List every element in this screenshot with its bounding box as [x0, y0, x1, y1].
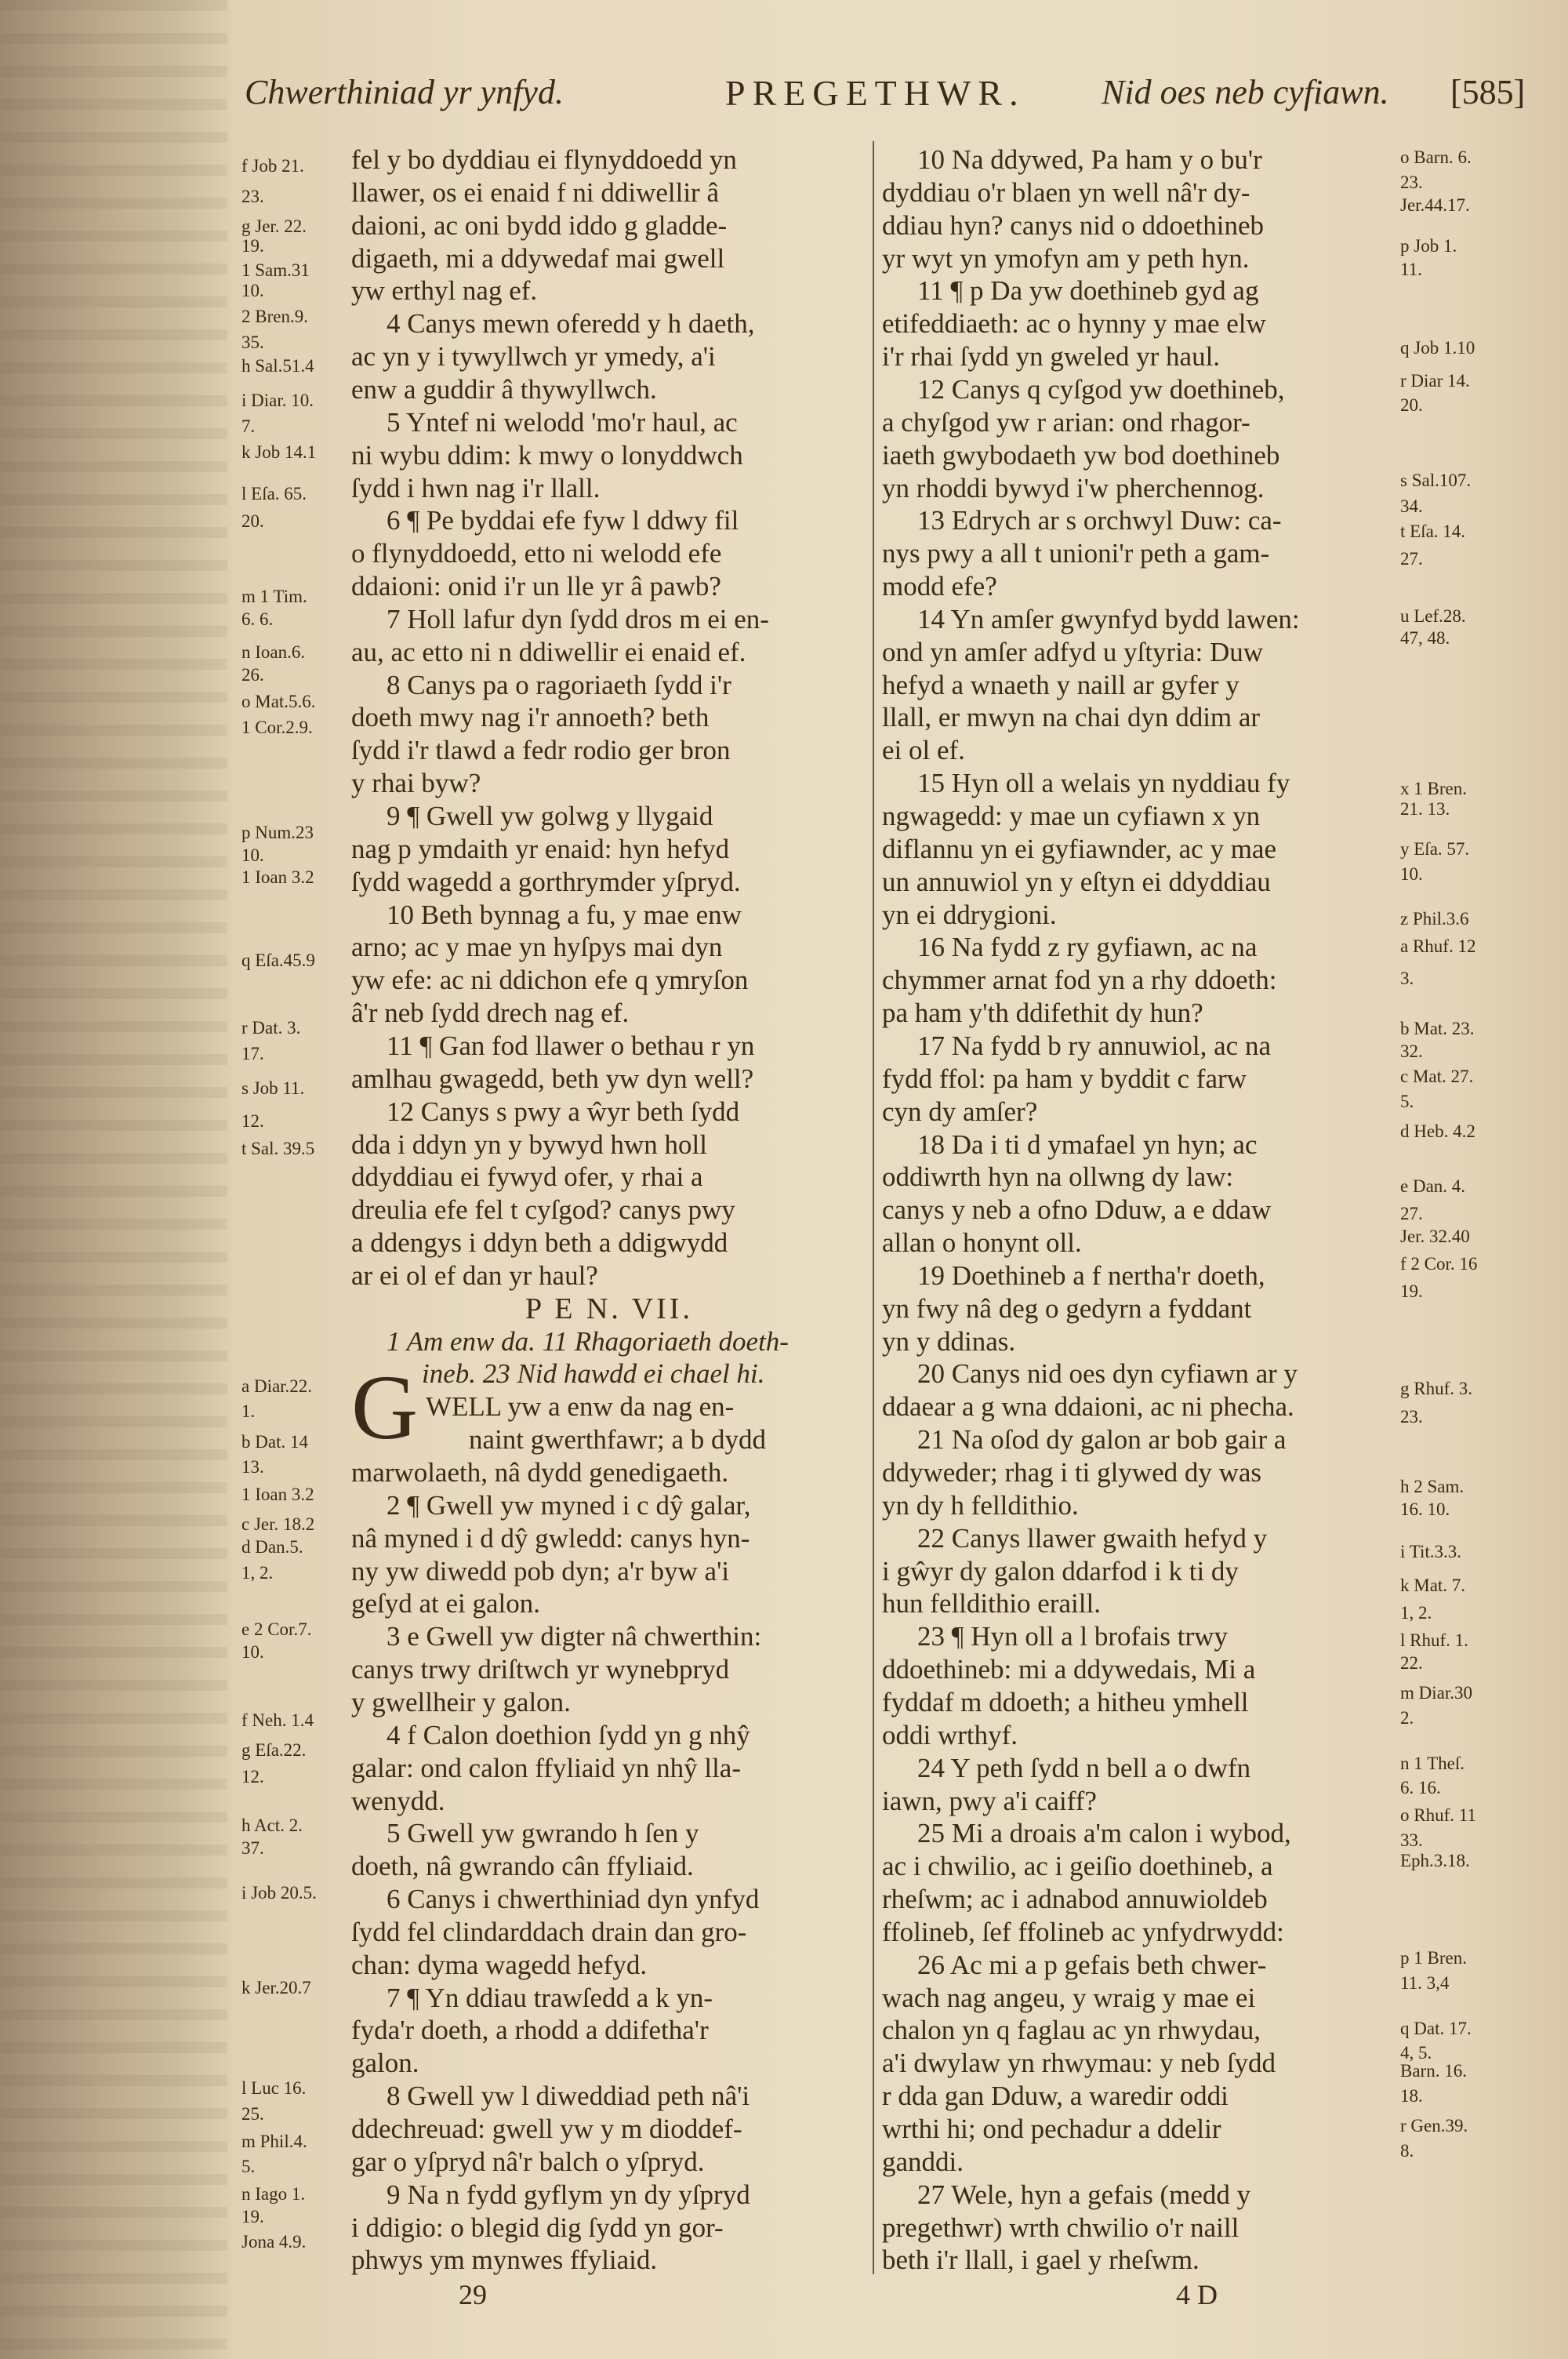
margin-reference: e Dan. 4.: [1400, 1176, 1466, 1196]
text-line: oddiwrth hyn na ollwng dy law:: [882, 1161, 1234, 1193]
text-line: 11 ¶ Gan fod llawer o bethau r yn: [387, 1030, 755, 1061]
margin-reference: k Job 14.1: [241, 442, 317, 462]
text-line: diflannu yn ei gyfiawnder, ac y mae: [882, 833, 1276, 864]
margin-reference: 33.: [1400, 1830, 1423, 1850]
text-line: yw erthyl nag ef.: [351, 275, 538, 307]
text-line: 6 ¶ Pe byddai efe fyw l ddwy fil: [387, 505, 739, 536]
margin-reference: 19.: [241, 236, 264, 256]
book-title: PREGETHWR.: [725, 73, 1025, 113]
margin-reference: 35.: [241, 333, 264, 352]
margin-reference: c Mat. 27.: [1400, 1067, 1474, 1086]
margin-reference: 1, 2.: [241, 1563, 274, 1583]
text-line: 9 Na n fydd gyflym yn dy yſpryd: [387, 2179, 750, 2210]
margin-reference: 27.: [1400, 1204, 1423, 1223]
margin-reference: 18.: [1400, 2086, 1423, 2106]
margin-reference: b Dat. 14: [241, 1432, 308, 1452]
margin-reference: 1 Ioan 3.2: [241, 1485, 314, 1504]
text-line: oddi wrthyf.: [882, 1719, 1018, 1750]
text-line: phwys ym mynwes ffyliaid.: [351, 2245, 658, 2276]
margin-reference: g Jer. 22.: [241, 216, 307, 236]
page-number: [585]: [1450, 73, 1526, 111]
margin-reference: 8.: [1400, 2141, 1414, 2161]
text-line: un annuwiol yn y eſtyn ei ddyddiau: [882, 866, 1271, 897]
margin-reference: 7.: [241, 416, 256, 436]
margin-reference: f 2 Cor. 16: [1400, 1254, 1478, 1274]
text-line: modd efe?: [882, 571, 997, 602]
margin-reference: 10.: [241, 845, 264, 865]
margin-reference: 25.: [241, 2104, 264, 2124]
text-line: ngwagedd: y mae un cyfiawn x yn: [882, 801, 1261, 831]
text-line: 5 Gwell yw gwrando h ſen y: [387, 1818, 699, 1849]
margin-reference: d Dan.5.: [241, 1537, 303, 1557]
margin-reference: 10.: [241, 281, 264, 300]
text-line: 6 Canys i chwerthiniad dyn ynfyd: [387, 1884, 760, 1915]
margin-reference: k Mat. 7.: [1400, 1576, 1466, 1595]
margin-reference: 2.: [1400, 1708, 1414, 1728]
text-line: canys y neb a ofno Dduw, a e ddaw: [882, 1194, 1272, 1226]
text-line: ſydd i'r tlawd a fedr rodio ger bron: [351, 735, 731, 766]
margin-reference: 20.: [1400, 395, 1423, 415]
text-line: 3 e Gwell yw digter nâ chwerthin:: [387, 1621, 762, 1652]
text-line: ac yn y i tywyllwch yr ymedy, a'i: [351, 341, 716, 373]
chapter-summary: 1 Am enw da. 11 Rhagoriaeth doeth-: [387, 1325, 789, 1357]
margin-reference: 6. 16.: [1400, 1778, 1441, 1797]
text-line: ar ei ol ef dan yr haul?: [351, 1259, 598, 1291]
margin-reference: t Sal. 39.5: [241, 1139, 315, 1158]
text-line: ſydd wagedd a gorthrymder yſpryd.: [351, 866, 741, 897]
text-line: llawer, os ei enaid f ni ddiwellir â: [351, 176, 719, 208]
margin-reference: 1 Ioan 3.2: [241, 867, 314, 887]
margin-reference: l Rhuf. 1.: [1400, 1630, 1468, 1650]
margin-reference: x 1 Bren.: [1400, 779, 1467, 798]
margin-reference: n Iago 1.: [241, 2184, 306, 2204]
text-line: ſydd i hwn nag i'r llall.: [351, 472, 601, 503]
margin-reference: i Diar. 10.: [241, 391, 314, 410]
text-line: 2 ¶ Gwell yw myned i c dŷ galar,: [387, 1489, 751, 1521]
signature-left: 29: [459, 2279, 487, 2310]
text-line: fyda'r doeth, a rhodd a ddifetha'r: [351, 2015, 709, 2046]
margin-reference: o Rhuf. 11: [1400, 1805, 1476, 1825]
text-line: 17 Na fydd b ry annuwiol, ac na: [917, 1030, 1271, 1061]
margin-reference: 16. 10.: [1400, 1499, 1450, 1519]
margin-reference: r Dat. 3.: [241, 1018, 301, 1038]
running-head-right: Nid oes neb cyfiawn.: [1102, 73, 1389, 111]
margin-reference: f Neh. 1.4: [241, 1710, 314, 1730]
margin-reference: 11.: [1400, 260, 1422, 279]
text-line: 13 Edrych ar s orchwyl Duw: ca-: [917, 505, 1282, 536]
margin-reference: 12.: [241, 1767, 264, 1787]
margin-reference: i Job 20.5.: [241, 1883, 317, 1903]
text-line: 22 Canys llawer gwaith hefyd y: [917, 1522, 1268, 1554]
text-line: y gwellheir y galon.: [351, 1686, 571, 1717]
text-line: ac i chwilio, ac i geiſio doethineb, a: [882, 1851, 1273, 1882]
margin-reference: f Job 21.: [241, 156, 304, 176]
margin-reference: q Dat. 17.: [1400, 2019, 1472, 2038]
margin-reference: d Heb. 4.2: [1400, 1121, 1475, 1141]
margin-reference: s Job 11.: [241, 1078, 305, 1098]
text-line: dreulia efe fel t cyſgod? canys pwy: [351, 1194, 735, 1226]
text-line: allan o honynt oll.: [882, 1227, 1082, 1259]
text-line: 24 Y peth ſydd n bell a o dwfn: [917, 1752, 1251, 1783]
text-line: yr wyt yn ymofyn am y peth hyn.: [882, 242, 1250, 274]
margin-reference: p Job 1.: [1400, 236, 1457, 256]
text-line: WELL yw a enw da nag en-: [426, 1391, 735, 1423]
margin-reference: 21. 13.: [1400, 799, 1450, 819]
margin-reference: 23.: [1400, 1407, 1423, 1427]
text-line: llall, er mwyn na chai dyn ddim ar: [882, 702, 1261, 733]
margin-reference: 22.: [1400, 1653, 1423, 1673]
text-line: chalon yn q faglau ac yn rhwydau,: [882, 2015, 1261, 2046]
margin-reference: 6. 6.: [241, 609, 274, 629]
margin-reference: l Luc 16.: [241, 2078, 307, 2098]
text-line: ddyddiau ei fywyd ofer, y rhai a: [351, 1161, 703, 1193]
text-line: 18 Da i ti d ymafael yn hyn; ac: [917, 1129, 1258, 1160]
margin-reference: 23.: [241, 187, 264, 206]
margin-reference: 1.: [241, 1401, 256, 1421]
margin-reference: 37.: [241, 1838, 264, 1858]
text-line: 26 Ac mi a p gefais beth chwer-: [917, 1949, 1267, 1980]
text-line: pregethwr) wrth chwilio o'r naill: [882, 2212, 1240, 2243]
text-line: etifeddiaeth: ac o hynny y mae elw: [882, 308, 1266, 340]
text-line: canys trwy driſtwch yr wynebpryd: [351, 1654, 730, 1685]
margin-reference: n 1 Theſ.: [1400, 1754, 1465, 1773]
text-line: 12 Canys q cyſgod yw doethineb,: [917, 373, 1285, 405]
column-divider: [873, 141, 874, 2274]
text-line: doeth, nâ gwrando cân ffyliaid.: [351, 1851, 694, 1882]
text-line: 5 Yntef ni welodd 'mo'r haul, ac: [387, 406, 738, 438]
text-line: enw a guddir â thywyllwch.: [351, 373, 657, 405]
margin-reference: h Act. 2.: [241, 1816, 303, 1835]
text-line: yn y ddinas.: [882, 1325, 1016, 1357]
text-line: ganddi.: [882, 2146, 964, 2177]
text-line: 10 Beth bynnag a fu, y mae enw: [387, 899, 742, 930]
text-line: 15 Hyn oll a welais yn nyddiau fy: [917, 768, 1290, 799]
margin-reference: o Barn. 6.: [1400, 147, 1472, 167]
text-line: chan: dyma wagedd hefyd.: [351, 1949, 648, 1980]
text-line: iaeth gwybodaeth yw bod doethineb: [882, 439, 1280, 471]
text-line: nys pwy a all t unioni'r peth a gam-: [882, 538, 1270, 569]
margin-reference: c Jer. 18.2: [241, 1514, 315, 1534]
text-line: 4 Canys mewn oferedd y h daeth,: [387, 308, 755, 340]
margin-reference: 34.: [1400, 496, 1423, 516]
margin-reference: Barn. 16.: [1400, 2061, 1467, 2081]
margin-reference: 32.: [1400, 1041, 1423, 1061]
margin-reference: b Mat. 23.: [1400, 1019, 1475, 1038]
margin-reference: 1, 2.: [1400, 1603, 1432, 1623]
text-line: daioni, ac oni bydd iddo g gladde-: [351, 209, 728, 241]
margin-reference: 17.: [241, 1044, 264, 1063]
text-line: au, ac etto ni n ddiwellir ei enaid ef.: [351, 636, 746, 667]
text-line: dyddiau o'r blaen yn well nâ'r dy-: [882, 176, 1250, 208]
chapter-heading: P E N. VII.: [525, 1292, 693, 1325]
margin-reference: h 2 Sam.: [1400, 1477, 1465, 1496]
margin-reference: n Ioan.6.: [241, 642, 306, 662]
margin-reference: r Gen.39.: [1400, 2116, 1468, 2135]
text-line: iawn, pwy a'i caiff?: [882, 1785, 1097, 1816]
text-line: 25 Mi a droais a'm calon i wybod,: [917, 1818, 1291, 1849]
text-line: a'i dwylaw yn rhwymau: y neb ſydd: [882, 2048, 1276, 2079]
text-line: i gŵyr dy galon ddarfod i k ti dy: [882, 1555, 1239, 1587]
margin-reference: Eph.3.18.: [1400, 1851, 1470, 1870]
text-line: ſydd fel clindarddach drain dan gro-: [351, 1916, 747, 1947]
margin-reference: 10.: [1400, 864, 1423, 884]
text-line: chymmer arnat fod yn a rhy ddoeth:: [882, 965, 1277, 996]
facing-page-edge: [0, 0, 227, 2359]
text-line: rheſwm; ac i adnabod annuwioldeb: [882, 1884, 1268, 1915]
text-line: pa ham y'th ddifethit dy hun?: [882, 998, 1203, 1029]
margin-reference: q Eſa.45.9: [241, 951, 315, 970]
margin-reference: Jer.44.17.: [1400, 195, 1470, 215]
margin-reference: r Diar 14.: [1400, 371, 1470, 391]
text-line: ddaioni: onid i'r un lle yr â pawb?: [351, 571, 721, 602]
chapter-summary: ineb. 23 Nid hawdd ei chael hi.: [422, 1358, 765, 1390]
margin-reference: 10.: [241, 1642, 264, 1662]
margin-reference: a Diar.22.: [241, 1376, 313, 1396]
text-line: marwolaeth, nâ dydd genedigaeth.: [351, 1457, 729, 1488]
text-line: 19 Doethineb a f nertha'r doeth,: [917, 1259, 1265, 1291]
text-line: o flynyddoedd, etto ni welodd efe: [351, 538, 722, 569]
running-head-left: Chwerthiniad yr ynfyd.: [245, 73, 564, 111]
text-line: 8 Canys pa o ragoriaeth ſydd i'r: [387, 669, 731, 700]
margin-reference: l Eſa. 65.: [241, 484, 307, 503]
margin-reference: Jer. 32.40: [1400, 1227, 1470, 1246]
text-line: ei ol ef.: [882, 735, 965, 766]
margin-reference: 4, 5.: [1400, 2043, 1432, 2063]
text-line: 9 ¶ Gwell yw golwg y llygaid: [387, 801, 713, 831]
margin-reference: 1 Sam.31: [241, 260, 310, 280]
margin-reference: 5.: [241, 2157, 256, 2176]
margin-reference: 12.: [241, 1111, 264, 1131]
text-line: r dda gan Dduw, a waredir oddi: [882, 2081, 1229, 2112]
text-line: ddoethineb: mi a ddywedais, Mi a: [882, 1654, 1256, 1685]
text-line: 8 Gwell yw l diweddiad peth nâ'i: [387, 2081, 750, 2112]
text-line: 16 Na fydd z ry gyfiawn, ac na: [917, 932, 1258, 963]
text-line: fydd ffol: pa ham y byddit c farw: [882, 1063, 1247, 1094]
margin-reference: m 1 Tim.: [241, 587, 307, 606]
text-line: y rhai byw?: [351, 768, 481, 799]
text-line: ny yw diwedd pob dyn; a'r byw a'i: [351, 1555, 730, 1587]
margin-reference: 20.: [241, 511, 264, 531]
margin-reference: p 1 Bren.: [1400, 1948, 1467, 1968]
text-line: amlhau gwagedd, beth yw dyn well?: [351, 1063, 754, 1094]
text-line: 7 ¶ Yn ddiau trawſedd a k yn-: [387, 1982, 713, 2013]
margin-reference: s Sal.107.: [1400, 471, 1472, 490]
text-line: gar o yſpryd nâ'r balch o yſpryd.: [351, 2146, 705, 2177]
text-line: geſyd at ei galon.: [351, 1588, 541, 1619]
text-line: a chyſgod yw r arian: ond rhagor-: [882, 406, 1250, 438]
margin-reference: g Eſa.22.: [241, 1740, 307, 1760]
text-line: fel y bo dyddiau ei flynyddoedd yn: [351, 144, 737, 175]
margin-reference: g Rhuf. 3.: [1400, 1379, 1472, 1398]
text-line: digaeth, mi a ddywedaf mai gwell: [351, 242, 725, 274]
text-line: 12 Canys s pwy a ŵyr beth ſydd: [387, 1096, 740, 1127]
margin-reference: h Sal.51.4: [241, 356, 314, 376]
text-line: beth i'r llall, i gael y rheſwm.: [882, 2245, 1200, 2276]
text-line: fyddaf m ddoeth; a hitheu ymhell: [882, 1686, 1249, 1717]
text-line: cyn dy amſer?: [882, 1096, 1038, 1127]
margin-reference: Jona 4.9.: [241, 2232, 307, 2252]
text-line: 7 Holl lafur dyn ſydd dros m ei en-: [387, 603, 769, 634]
margin-reference: i Tit.3.3.: [1400, 1542, 1461, 1561]
margin-reference: z Phil.3.6: [1400, 909, 1469, 929]
margin-reference: q Job 1.10: [1400, 338, 1475, 358]
text-line: yw efe: ac ni ddichon efe q ymryſon: [351, 965, 749, 996]
margin-reference: m Diar.30: [1400, 1683, 1472, 1703]
text-line: doeth mwy nag i'r annoeth? beth: [351, 702, 710, 733]
margin-reference: 1 Cor.2.9.: [241, 718, 313, 737]
signature-right: 4 D: [1176, 2279, 1218, 2310]
text-line: 11 ¶ p Da yw doethineb gyd ag: [917, 275, 1259, 307]
margin-reference: 47, 48.: [1400, 628, 1450, 648]
text-line: 4 f Calon doethion ſydd yn g nhŷ: [387, 1719, 750, 1750]
text-line: galon.: [351, 2048, 419, 2079]
text-line: arno; ac y mae yn hyſpys mai dyn: [351, 932, 723, 963]
text-line: â'r neb ſydd drech nag ef.: [351, 998, 630, 1029]
text-line: yn fwy nâ deg o gedyrn a fyddant: [882, 1292, 1252, 1324]
text-line: i'r rhai ſydd yn gweled yr haul.: [882, 341, 1221, 373]
text-line: 23 ¶ Hyn oll a l brofais trwy: [917, 1621, 1228, 1652]
text-line: nâ myned i d dŷ gwledd: canys hyn-: [351, 1522, 750, 1554]
text-line: 27 Wele, hyn a gefais (medd y: [917, 2179, 1251, 2210]
margin-reference: 19.: [241, 2207, 264, 2226]
margin-reference: 26.: [241, 665, 264, 685]
text-line: galar: ond calon ffyliaid yn nhŷ lla-: [351, 1752, 741, 1783]
margin-reference: 19.: [1400, 1281, 1423, 1301]
text-line: wrthi hi; ond pechadur a ddelir: [882, 2114, 1221, 2144]
text-line: 14 Yn amſer gwynfyd bydd lawen:: [917, 603, 1300, 634]
text-line: hefyd a wnaeth y naill ar gyfer y: [882, 669, 1240, 700]
text-line: ddechreuad: gwell yw y m dioddef-: [351, 2114, 742, 2144]
text-line: 10 Na ddywed, Pa ham y o bu'r: [917, 144, 1262, 175]
margin-reference: k Jer.20.7: [241, 1978, 311, 1997]
margin-reference: 5.: [1400, 1092, 1414, 1111]
margin-reference: 27.: [1400, 549, 1423, 569]
text-line: 20 Canys nid oes dyn cyfiawn ar y: [917, 1358, 1298, 1390]
text-line: ffolineb, ſef ffolineb ac ynfydrwydd:: [882, 1916, 1284, 1947]
text-line: yn rhoddi bywyd i'w pherchennog.: [882, 472, 1265, 503]
text-line: ni wybu ddim: k mwy o lonyddwch: [351, 439, 743, 471]
text-line: dda i ddyn yn y bywyd hwn holl: [351, 1129, 708, 1160]
text-line: wenydd.: [351, 1785, 445, 1816]
text-line: i ddigio: o blegid dig ſydd yn gor-: [351, 2212, 724, 2243]
text-line: naint gwerthfawr; a b dydd: [469, 1424, 767, 1456]
margin-reference: y Eſa. 57.: [1400, 839, 1470, 859]
text-line: wach nag angeu, y wraig y mae ei: [882, 1982, 1256, 2013]
margin-reference: 23.: [1400, 173, 1423, 192]
text-line: a ddengys i ddyn beth a ddigwydd: [351, 1227, 728, 1259]
margin-reference: a Rhuf. 12: [1400, 936, 1476, 956]
drop-cap: G: [351, 1356, 419, 1459]
margin-reference: 2 Bren.9.: [241, 307, 308, 326]
margin-reference: o Mat.5.6.: [241, 692, 316, 711]
text-line: 21 Na oſod dy galon ar bob gair a: [917, 1424, 1287, 1456]
text-line: yn dy h felldithio.: [882, 1489, 1079, 1521]
text-line: ddiau hyn? canys nid o ddoethineb: [882, 209, 1264, 241]
text-line: ond yn amſer adfyd u yſtyria: Duw: [882, 636, 1264, 667]
margin-reference: u Lef.28.: [1400, 606, 1466, 626]
margin-reference: 11. 3,4: [1400, 1973, 1450, 1993]
margin-reference: t Eſa. 14.: [1400, 522, 1466, 541]
text-line: ddyweder; rhag i ti glywed dy was: [882, 1457, 1262, 1488]
margin-reference: 13.: [241, 1457, 264, 1477]
text-line: ddaear a g wna ddaioni, ac ni phecha.: [882, 1391, 1294, 1423]
margin-reference: 3.: [1400, 969, 1414, 988]
text-line: hun felldithio eraill.: [882, 1588, 1101, 1619]
text-line: nag p ymdaith yr enaid: hyn hefyd: [351, 833, 730, 864]
margin-reference: p Num.23: [241, 823, 314, 842]
margin-reference: e 2 Cor.7.: [241, 1619, 312, 1639]
text-line: yn ei ddrygioni.: [882, 899, 1057, 930]
margin-reference: m Phil.4.: [241, 2132, 307, 2151]
